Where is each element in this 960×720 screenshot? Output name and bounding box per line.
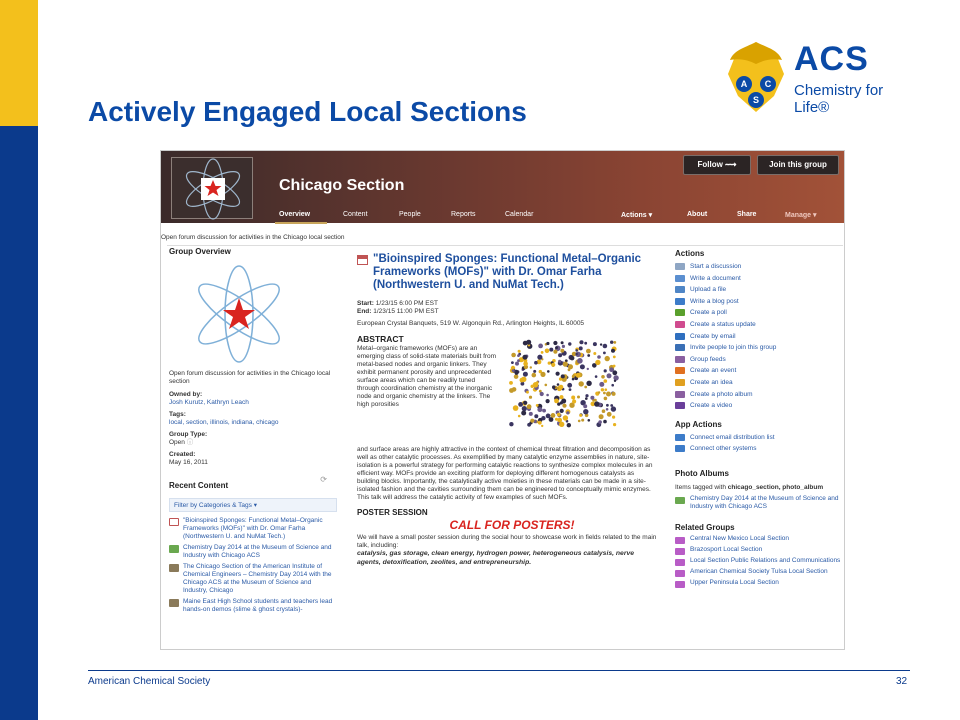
group-banner: [161, 151, 845, 223]
recent-item[interactable]: The Chicago Section of the American Institute of Chemical Engineers – Chemistry Day 2014 with the Chicago ACS at the Museum of Science and Industry, Chicago: [169, 563, 337, 595]
event-start: Start: 1/23/15 6:00 PM EST: [357, 300, 438, 307]
related-groups-list: [675, 535, 843, 587]
about-link[interactable]: About: [687, 211, 708, 218]
group-icon: [675, 559, 685, 566]
action-icon: [675, 275, 685, 282]
group-icon: [675, 570, 685, 577]
follow-label: Follow: [697, 160, 723, 169]
action-item[interactable]: Create a status update: [675, 319, 843, 331]
group-type-value: Open ⓘ: [169, 439, 194, 446]
active-tab-indicator: [275, 222, 327, 224]
action-icon: [675, 263, 685, 270]
tab-overview[interactable]: Overview: [279, 211, 311, 218]
share-link[interactable]: Share: [737, 211, 757, 218]
abstract-full-text: and surface areas are highly attractive in the context of chemical threat filtration and decomposition as well as other catalytic processes. As exemplified by many catalytic enzyme assemblies in nature, site-isolation is a powerful strategy for performing catalytic reactions to synthesize complex molecules in an efficient way. MOFs provide an exciting platform for deploying different homogenous catalysts as building blocks. Importantly, the catalytically active moieties in these materials can be made in a site-isolated fashion and the cavities surrounding them can be engineered to conceptually mimic enzymes. This talk will address the catalytic activity of few examples of such MOFs.: [357, 446, 653, 501]
action-item[interactable]: Create an idea: [675, 377, 843, 389]
slide-title: Actively Engaged Local Sections: [88, 96, 527, 127]
left-yellow-bar: [0, 0, 38, 126]
calendar-icon: [357, 255, 368, 265]
seal-letter-a: A: [740, 79, 748, 89]
action-icon: [675, 333, 685, 340]
tags-value[interactable]: local, section, illinois, indiana, chicago: [169, 419, 279, 426]
action-icon: [675, 321, 685, 328]
forum-description: Open forum discussion for activities in the Chicago local section: [161, 234, 345, 241]
group-type-label: Group Type:: [169, 431, 208, 438]
group-name: Chicago Section: [279, 177, 405, 194]
action-item[interactable]: Create a photo album: [675, 389, 843, 401]
follow-button[interactable]: Follow ⟿: [683, 155, 751, 175]
filter-label: Filter by Categories & Tags: [174, 502, 252, 509]
group-icon: [675, 581, 685, 588]
action-icon: [675, 356, 685, 363]
tagged-with-text: Items tagged with chicago_section, photo_album: [675, 483, 824, 491]
action-item[interactable]: Write a blog post: [675, 296, 843, 308]
event-column: [357, 253, 667, 567]
recent-content-heading: Recent Content: [169, 481, 229, 490]
recent-item[interactable]: "Bioinspired Sponges: Functional Metal–Organic Frameworks (MOFs)" with Dr. Omar Farha (Northwestern U. and NuMat Tech.): [169, 517, 337, 541]
tab-reports[interactable]: Reports: [451, 211, 476, 218]
event-end: End: 1/23/15 11:00 PM EST: [357, 308, 439, 315]
action-icon: [675, 344, 685, 351]
tags-label: Tags:: [169, 411, 186, 418]
tab-content[interactable]: Content: [343, 211, 368, 218]
email-icon: [675, 434, 685, 441]
group-overview-heading: Group Overview: [169, 247, 231, 256]
actions-list: [675, 261, 843, 412]
action-item[interactable]: Create a poll: [675, 307, 843, 319]
actions-menu[interactable]: Actions ▾: [621, 212, 653, 219]
action-icon: [675, 379, 685, 386]
action-icon: [675, 402, 685, 409]
action-item[interactable]: Group feeds: [675, 354, 843, 366]
plug-icon: [675, 445, 685, 452]
join-group-button[interactable]: Join this group: [757, 155, 839, 175]
manage-menu-label: Manage: [785, 212, 812, 219]
seal-letter-s: S: [752, 95, 760, 105]
poster-session-heading: POSTER SESSION: [357, 508, 428, 517]
group-description: Open forum discussion for activities in the Chicago local section: [169, 370, 331, 385]
photo-album-icon: [169, 545, 179, 553]
group-icon: [675, 537, 685, 544]
group-nav: [161, 209, 845, 223]
refresh-icon[interactable]: ⟳: [320, 475, 327, 484]
call-for-posters: CALL FOR POSTERS!: [449, 518, 575, 532]
action-item[interactable]: Create a video: [675, 400, 843, 412]
action-item[interactable]: Create by email: [675, 331, 843, 343]
related-group-item[interactable]: Brazosport Local Section: [675, 546, 843, 554]
action-item[interactable]: Write a document: [675, 273, 843, 285]
photo-album-icon: [675, 497, 685, 504]
action-item[interactable]: Create an event: [675, 365, 843, 377]
image-icon: [169, 564, 179, 572]
acs-logo: [722, 38, 922, 118]
tab-people[interactable]: People: [399, 211, 421, 218]
created-value: May 16, 2011: [169, 459, 208, 466]
community-screenshot: [160, 150, 845, 650]
action-icon: [675, 309, 685, 316]
actions-menu-label: Actions: [621, 212, 647, 219]
tab-calendar[interactable]: Calendar: [505, 211, 534, 218]
connect-systems-link[interactable]: Connect other systems: [675, 443, 843, 455]
event-title[interactable]: "Bioinspired Sponges: Functional Metal–Organic Frameworks (MOFs)" with Dr. Omar Farha (Northwestern U. and NuMat Tech.): [357, 253, 667, 292]
poster-text: We will have a small poster session during the social hour to showcase work in fields related to the main talk, including:: [357, 534, 657, 549]
page-number: 32: [896, 676, 908, 687]
acs-seal-icon: [722, 38, 790, 116]
image-icon: [169, 599, 179, 607]
abstract-wrap-text: Metal–organic frameworks (MOFs) are an emerging class of solid-state materials built from metal-based nodes and organic linkers. They exhibit permanent porosity and unprecedented surface areas which can be readily tuned through coordination chemistry at the inorganic node and organic chemistry at the linkers. The high porosities: [357, 345, 497, 408]
photo-albums-heading: Photo Albums: [675, 468, 729, 478]
group-atom-logo: [169, 258, 337, 366]
created-label: Created:: [169, 451, 196, 458]
related-group-item[interactable]: Central New Mexico Local Section: [675, 535, 843, 543]
owned-by-value[interactable]: Josh Kurutz, Kathryn Leach: [169, 399, 249, 406]
app-actions-heading: App Actions: [675, 419, 722, 429]
related-group-item[interactable]: Upper Peninsula Local Section: [675, 579, 843, 587]
help-icon[interactable]: ⓘ: [186, 439, 194, 446]
filter-categories-tags[interactable]: Filter by Categories & Tags ▾: [169, 498, 337, 512]
action-icon: [675, 298, 685, 305]
recent-content-header: [169, 475, 337, 493]
acs-tagline: Chemistry for Life®: [794, 82, 884, 116]
action-item[interactable]: Upload a file: [675, 284, 843, 296]
abstract-heading: ABSTRACT: [357, 334, 404, 344]
related-group-item[interactable]: American Chemical Society Tulsa Local Section: [675, 568, 843, 576]
recent-item[interactable]: Maine East High School students and teachers lead hands-on demos (slime & ghost crystals)-: [169, 598, 337, 614]
action-icon: [675, 286, 685, 293]
action-item[interactable]: Invite people to join this group: [675, 342, 843, 354]
footer-rule: [88, 670, 910, 671]
action-icon: [675, 367, 685, 374]
photo-album-link[interactable]: Chemistry Day 2014 at the Museum of Science and Industry with Chicago ACS: [675, 495, 843, 511]
right-column: [675, 249, 843, 590]
connect-email-link[interactable]: Connect email distribution list: [675, 432, 843, 444]
left-column: [169, 247, 337, 614]
event-location: European Crystal Banquets, 519 W. Algonquin Rd., Arlington Heights, IL 60005: [357, 320, 585, 327]
actions-heading: Actions: [675, 249, 705, 258]
mof-structure-image: [499, 334, 629, 434]
acs-wordmark: ACS: [794, 40, 869, 78]
owned-by-label: Owned by:: [169, 391, 203, 398]
recent-item[interactable]: Chemistry Day 2014 at the Museum of Science and Industry with Chicago ACS: [169, 544, 337, 560]
poster-fields: catalysis, gas storage, clean energy, hydrogen power, heterogeneous catalysis, nerve agents, detoxification, zeolites, and entrepreneurship.: [357, 550, 635, 566]
action-icon: [675, 391, 685, 398]
manage-menu[interactable]: Manage ▾: [785, 212, 817, 219]
action-item[interactable]: Start a discussion: [675, 261, 843, 273]
footer-org-name: American Chemical Society: [88, 676, 211, 687]
abstract-block: [357, 334, 667, 446]
related-group-item[interactable]: Local Section Public Relations and Communications: [675, 557, 843, 565]
group-icon: [675, 548, 685, 555]
seal-letter-c: C: [764, 79, 772, 89]
event-icon: [169, 518, 179, 526]
related-groups-heading: Related Groups: [675, 522, 735, 532]
